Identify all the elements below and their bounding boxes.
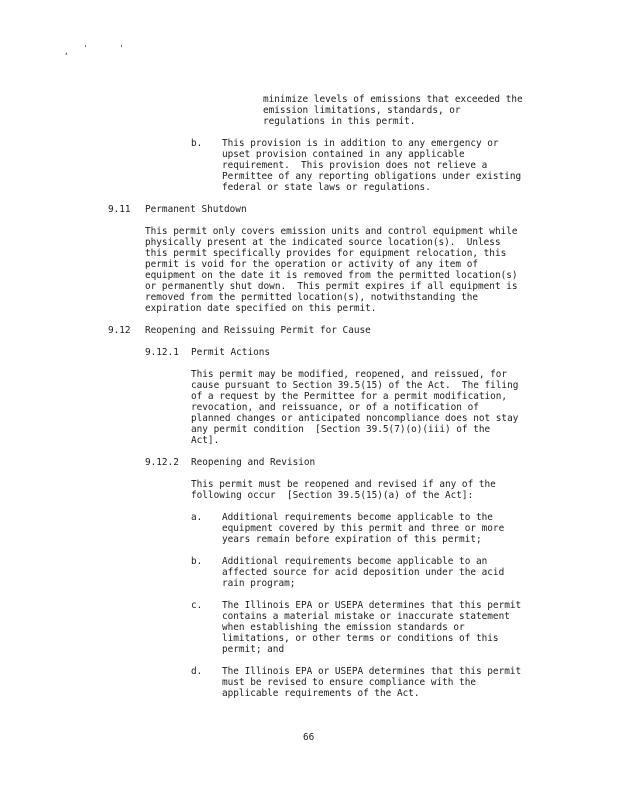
text-line: emission limitations, standards, or — [263, 105, 461, 116]
subsection-number: 9.12.1 — [145, 347, 179, 358]
text-line: any permit condition [Section 39.5(7)(o)(iii) of the — [191, 424, 491, 435]
text-line: equipment on the date it is removed from the permitted location(s) — [145, 270, 518, 281]
section-title: Reopening and Reissuing Permit for Cause — [145, 325, 371, 336]
text-line: This permit only covers emission units and control equipment while — [145, 226, 518, 237]
text-line: This permit may be modified, reopened, and reissued, for — [191, 369, 508, 380]
text-line: Additional requirements become applicable to the — [222, 512, 493, 523]
text-line: applicable requirements of the Act. — [222, 688, 420, 699]
text-line: this permit specifically provides for equipment relocation, this — [145, 248, 507, 259]
text-line: must be revised to ensure compliance with the — [222, 677, 476, 688]
section-number: 9.12 — [108, 325, 131, 336]
text-line: cause pursuant to Section 39.5(15) of the Act. The filing — [191, 380, 519, 391]
text-line: affected source for acid deposition under the acid — [222, 567, 505, 578]
text-line: planned changes or anticipated noncompliance does not stay — [191, 413, 519, 424]
scan-mark: ' — [83, 44, 88, 53]
text-line: The Illinois EPA or USEPA determines that this permit — [222, 600, 522, 611]
subsection-number: 9.12.2 — [145, 457, 179, 468]
text-line: contains a material mistake or inaccurate statement — [222, 611, 510, 622]
list-label: b. — [191, 556, 203, 567]
text-line: Act]. — [191, 435, 220, 446]
page-number: 66 — [303, 732, 315, 743]
list-label: a. — [191, 512, 203, 523]
text-line: permit; and — [222, 644, 285, 655]
list-label: d. — [191, 666, 203, 677]
text-line: upset provision contained in any applicable — [222, 149, 465, 160]
section-number: 9.11 — [108, 204, 131, 215]
text-line: The Illinois EPA or USEPA determines that this permit — [222, 666, 522, 677]
text-line: permit is void for the operation or activity of any item of — [145, 259, 479, 270]
text-line: physically present at the indicated source location(s). Unless — [145, 237, 501, 248]
text-line: regulations in this permit. — [263, 116, 416, 127]
text-line: following occur [Section 39.5(15)(a) of the Act]: — [191, 490, 474, 501]
text-line: revocation, and reissuance, or of a notification of — [191, 402, 479, 413]
text-line: rain program; — [222, 578, 296, 589]
text-line: minimize levels of emissions that exceeded the — [263, 94, 523, 105]
text-line: when establishing the emission standards or — [222, 622, 465, 633]
text-line: This permit must be reopened and revised if any of the — [191, 479, 496, 490]
section-title: Permanent Shutdown — [145, 204, 247, 215]
subsection-title: Reopening and Revision — [191, 457, 316, 468]
text-line: equipment covered by this permit and three or more — [222, 523, 505, 534]
text-line: years remain before expiration of this permit; — [222, 534, 482, 545]
text-line: Permittee of any reporting obligations under existing — [222, 171, 522, 182]
text-line: limitations, or other terms or conditions of this — [222, 633, 499, 644]
text-line: requirement. This provision does not relieve a — [222, 160, 488, 171]
text-line: expiration date specified on this permit. — [145, 303, 377, 314]
text-line: or permanently shut down. This permit expires if all equipment is — [145, 281, 518, 292]
list-label: c. — [191, 600, 203, 611]
text-line: removed from the permitted location(s), notwithstanding the — [145, 292, 479, 303]
text-line: of a request by the Permittee for a permit modification, — [191, 391, 508, 402]
text-line: federal or state laws or regulations. — [222, 182, 431, 193]
scan-mark: ' — [119, 44, 124, 53]
scan-mark: , — [64, 47, 69, 56]
list-label: b. — [191, 138, 203, 149]
text-line: Additional requirements become applicable to an — [222, 556, 488, 567]
subsection-title: Permit Actions — [191, 347, 271, 358]
text-line: This provision is in addition to any emergency or — [222, 138, 499, 149]
